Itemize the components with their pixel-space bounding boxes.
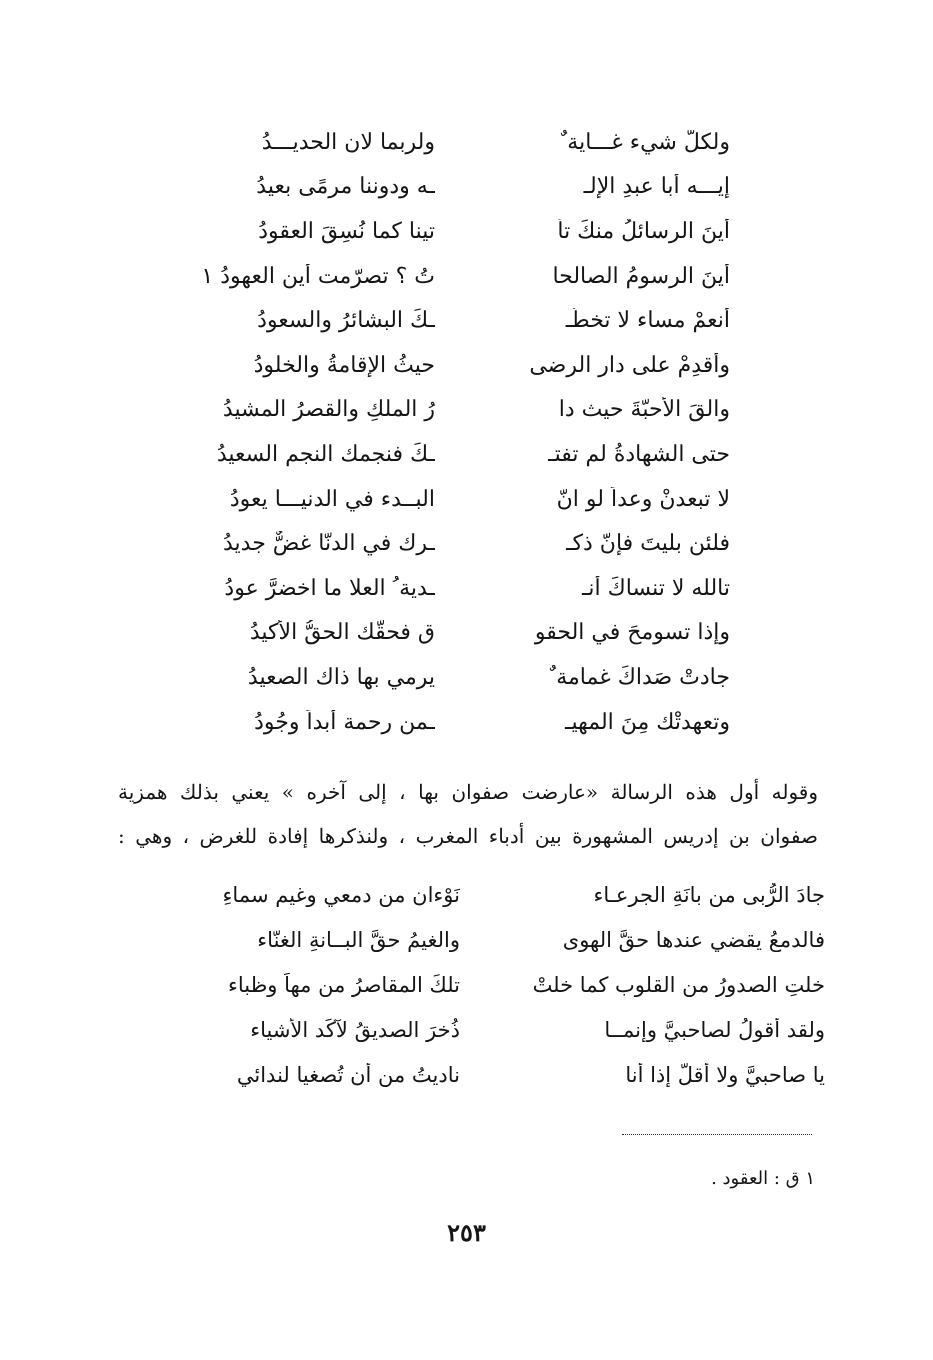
verse-second-hemistich: ناديتُ من أن تُصغيا لندائي xyxy=(236,1062,460,1087)
verse-second-hemistich: ـمنِ رحمة أبداً وجُودُ xyxy=(254,709,435,735)
verse-first-hemistich: وتعهدتْك مِنَ المهيـ xyxy=(565,709,730,735)
verse-second-hemistich: تينا كما نُسِقَ العقودُ xyxy=(258,218,435,244)
verse-second-hemistich: حيثُ الإقامةُ والخلودُ xyxy=(253,352,435,378)
verse-second-hemistich: ـدية ُ العلا ما اخضرَّ عودُ xyxy=(224,575,435,601)
verse-row xyxy=(200,655,730,700)
poem-one xyxy=(200,120,730,744)
verse-first-hemistich: وإذا تسومحَ في الحقو xyxy=(534,620,730,646)
verse-first-hemistich: وأقدِمْ على دارِ الرضى xyxy=(529,352,730,378)
prose-line: وقوله أول هذه الرسالة «عارضت صفوان بها ، إلى آخره » يعني بذلك همزية xyxy=(118,780,818,804)
verse-second-hemistich: والغيمُ حقَّ البــانةِ الغنّاء xyxy=(257,927,460,952)
verse-row xyxy=(200,566,730,611)
verse-row xyxy=(200,700,730,745)
verse-row xyxy=(200,209,730,254)
verse-second-hemistich: تلكَ المقاصرُ من مهاً وظباء xyxy=(227,972,460,997)
verse-first-hemistich: فلئن بليتَ فإنّ ذكـ xyxy=(566,531,730,557)
verse-row xyxy=(110,1052,825,1097)
verse-second-hemistich: رُ الملكِ والقصرُ المشيدُ xyxy=(222,397,435,423)
verse-first-hemistich: ولقد أقولُ لصاحبيَّ وإنمــا xyxy=(604,1017,825,1042)
verse-first-hemistich: فالدمعُ يقضي عندها حقَّ الهوى xyxy=(562,927,825,952)
verse-first-hemistich: أنعمْ مساء لا تخطّـ xyxy=(565,308,730,334)
verse-first-hemistich: خلتِ الصدورُ من القلوب كما خلتْ xyxy=(532,972,825,997)
verse-second-hemistich: يرمي بها ذاك الصعيدُ xyxy=(247,664,435,690)
verse-row xyxy=(110,917,825,962)
verse-row xyxy=(200,388,730,433)
poem-two xyxy=(110,872,825,1097)
verse-second-hemistich: ذُخرَ الصديقُ لآكَد الأشياء xyxy=(250,1017,460,1042)
verse-first-hemistich: يا صاحبيَّ ولا أقلَّ إذا أنا xyxy=(625,1062,825,1087)
verse-row xyxy=(200,521,730,566)
page-number: ٢٥٣ xyxy=(447,1218,486,1247)
verse-row xyxy=(200,254,730,299)
verse-second-hemistich: نَوْءانِ من دمعي وغيم سماءِ xyxy=(222,882,460,907)
footnote-divider xyxy=(622,1134,812,1135)
verse-first-hemistich: لا تبعدنْ وعداً لو انّ xyxy=(556,486,730,512)
verse-first-hemistich: حتى الشهادةُ لم تفتـ xyxy=(548,441,730,467)
verse-row xyxy=(200,343,730,388)
verse-first-hemistich: إيـــه أبا عبدِ الإلـ xyxy=(583,174,730,200)
verse-second-hemistich: قِ فحقُّك الحقُّ الأكيدُ xyxy=(249,620,435,646)
verse-second-hemistich: البــدء في الدنيـــا يعودُ xyxy=(229,486,435,512)
verse-second-hemistich: ولربما لان الحديـــدُ xyxy=(261,129,435,155)
verse-row xyxy=(200,120,730,165)
verse-first-hemistich: أينَ الرسائلُ منكَ تأ xyxy=(557,218,730,244)
verse-second-hemistich: ـكَ فنجمك النجم السعيدُ xyxy=(216,441,435,467)
verse-first-hemistich: جادتْ صَداكَ غمامة ٌ xyxy=(549,664,730,690)
footnote: ١ ق : العقود . xyxy=(711,1168,815,1189)
verse-second-hemistich: ـه ودوننا مرمًى بعيدُ xyxy=(256,174,435,200)
verse-first-hemistich: تالله لا تنساكَ أنـ xyxy=(581,575,730,601)
prose-paragraph xyxy=(118,770,818,858)
verse-row xyxy=(200,611,730,656)
verse-row xyxy=(200,432,730,477)
verse-row xyxy=(110,1007,825,1052)
verse-row xyxy=(110,872,825,917)
verse-first-hemistich: والقَ الأحبّةَ حيث دا xyxy=(558,397,730,423)
verse-second-hemistich: تُ ؟ تصرّمت أين العهودُ ١ xyxy=(201,263,435,289)
verse-second-hemistich: ـرك في الدنّا غضٌّ جديدُ xyxy=(222,531,435,557)
verse-row xyxy=(200,477,730,522)
verse-first-hemistich: ولكلّ شيء غـــاية ٌ xyxy=(560,129,730,155)
verse-row xyxy=(200,298,730,343)
verse-row xyxy=(200,165,730,210)
prose-line: صفوان بن إدريس المشهورة بين أدباء المغرب ، ولنذكرها إفادة للغرض ، وهي : xyxy=(118,824,818,848)
verse-first-hemistich: أينَ الرسومُ الصالحا xyxy=(552,263,730,289)
verse-row xyxy=(110,962,825,1007)
verse-second-hemistich: ـكَ البشائرُ والسعودُ xyxy=(257,308,435,334)
verse-first-hemistich: جادَ الرُّبى من بانَةِ الجرعـاء xyxy=(593,882,825,907)
